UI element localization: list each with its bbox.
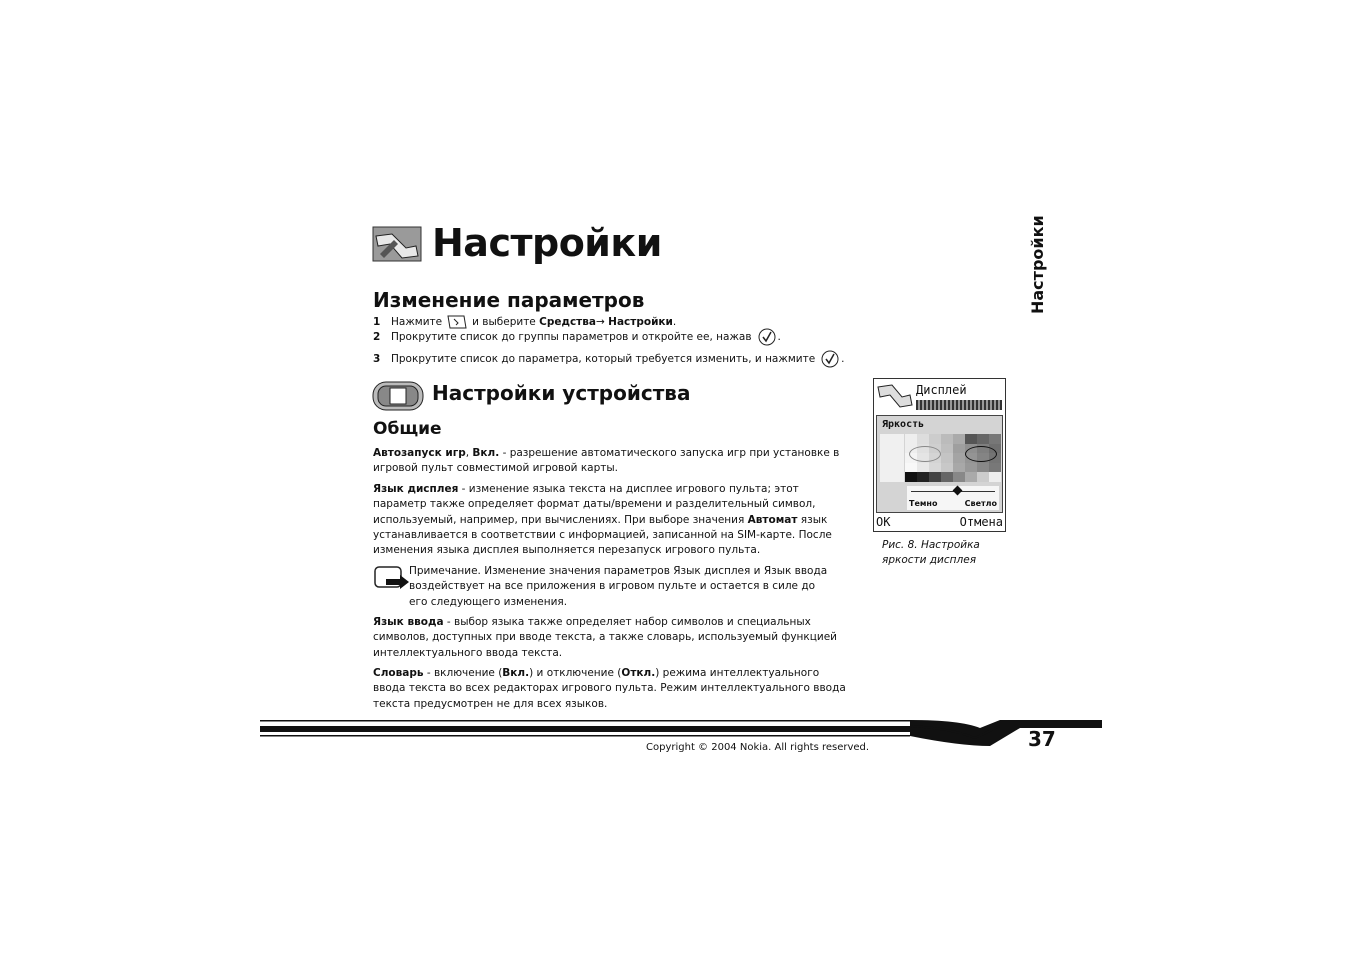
term: Автозапуск игр — [373, 447, 466, 459]
slider-thumb[interactable] — [953, 486, 963, 496]
separator: , — [465, 447, 473, 459]
section-heading: Изменение параметров — [373, 288, 645, 312]
screen-title: Дисплей — [916, 383, 967, 397]
step-text: Нажмите — [391, 316, 443, 328]
term: Вкл. — [472, 447, 500, 459]
page-number: 37 — [1028, 727, 1056, 751]
note-icon — [374, 565, 410, 593]
side-tab-label: Настройки — [1028, 215, 1047, 314]
term: Язык ввода — [373, 616, 444, 628]
step-bold: Настройки — [608, 316, 673, 328]
paragraph-text: - изменение языка текста на дисплее игрового пульта; этот параметр также определяет формат даты/времени и разделительный символ, используемый, например, при вычислениях. При выборе значения — [373, 483, 816, 526]
paragraph — [373, 666, 848, 712]
display-screenshot — [873, 378, 1006, 532]
side-tab — [1026, 215, 1056, 318]
settings-wrench-icon — [876, 381, 916, 409]
softkey-ok[interactable]: OK — [876, 515, 891, 529]
settings-wrench-icon — [372, 226, 422, 262]
step-text: Прокрутите список до группы параметров и откройте ее, нажав — [391, 331, 752, 343]
term: Язык дисплея — [373, 483, 459, 495]
chapter-title: Настройки — [432, 221, 662, 265]
step-bold: Средства — [539, 316, 596, 328]
step-text: Прокрутите список до параметра, который требуется изменить, и нажмите — [391, 353, 816, 365]
arrow: → — [596, 316, 605, 328]
term: Словарь — [373, 667, 424, 679]
check-key-icon — [758, 328, 776, 346]
term: Откл. — [621, 667, 656, 679]
paragraph-text: - включение ( — [423, 667, 503, 679]
step-end: . — [777, 331, 781, 343]
step-text: и выберите — [472, 316, 536, 328]
softkey-cancel[interactable]: Отмена — [959, 515, 1003, 529]
step-number: 3 — [373, 353, 381, 365]
grid-margin — [880, 434, 904, 482]
caption-line: яркости дисплея — [882, 554, 977, 566]
subheading: Общие — [373, 419, 442, 439]
ellipse-marker — [909, 446, 941, 462]
step-number: 1 — [373, 316, 381, 328]
note-text: Примечание. Изменение значения параметров Язык дисплея и Язык ввода воздействует на все приложения в игровом пульте и остается в силе до его следующего изменения. — [409, 565, 828, 608]
copyright: Copyright © 2004 Nokia. All rights reserved. — [646, 742, 870, 753]
check-key-icon — [821, 350, 839, 368]
paragraph — [373, 482, 848, 558]
brightness-panel — [876, 415, 1003, 513]
paragraph-text: - разрешение автоматического запуска игр при установке в игровой пульт совместимой игровой карты. — [373, 447, 840, 475]
term: Вкл. — [502, 667, 530, 679]
paragraph — [373, 615, 848, 661]
term: Автомат — [747, 513, 798, 526]
game-device-icon — [372, 380, 424, 412]
step-number: 2 — [373, 331, 381, 343]
step-end: . — [672, 316, 677, 328]
paragraph — [373, 446, 848, 477]
step-3 — [373, 350, 845, 368]
step-2 — [373, 328, 781, 346]
slider-area[interactable] — [907, 486, 999, 510]
section-heading: Настройки устройства — [432, 381, 691, 405]
figure-caption — [882, 538, 980, 568]
title-bar — [916, 400, 1002, 410]
paragraph-text: - выбор языка также определяет набор символов и специальных символов, доступных при вводе текста, а также словарь, используемый функцией интеллектуального ввода текста. — [373, 616, 838, 659]
step-end: . — [841, 353, 845, 365]
slider-right-label: Светло — [964, 499, 997, 508]
brightness-label: Яркость — [882, 419, 925, 430]
slider-left-label: Темно — [909, 499, 938, 508]
paragraph-text: ) и отключение ( — [529, 667, 622, 679]
caption-line: Рис. 8. Настройка — [882, 539, 980, 551]
paragraph-text: ) режима интеллектуального ввода текста во всех редакторах игрового пульта. Режим интеллектуального ввода текста предусмотрен не для всех языков. — [373, 667, 846, 710]
paragraph-text: язык устанавливается в соответствии с информацией, записанной на SIM-карте. После изменения языка дисплея выполняется перезапуск игрового пульта. — [373, 513, 832, 557]
ellipse-marker — [965, 446, 997, 462]
